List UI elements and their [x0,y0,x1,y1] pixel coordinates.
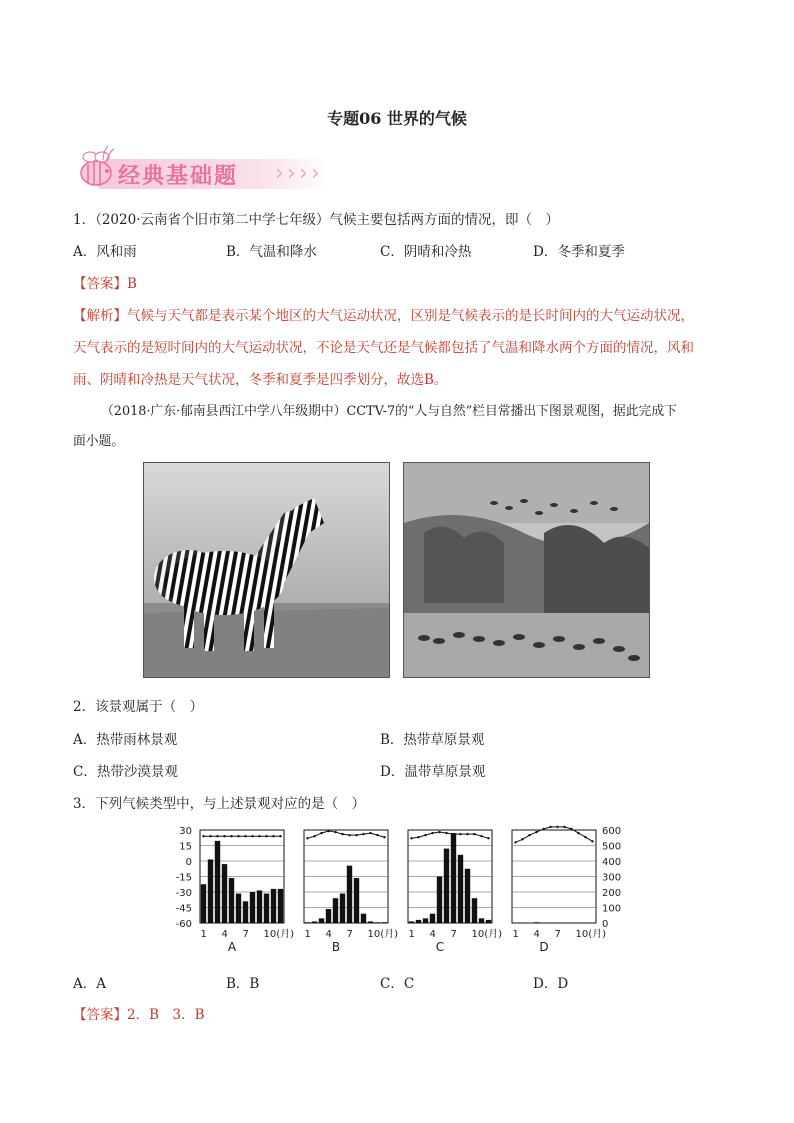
temperature-point [334,831,336,833]
temperature-point [570,828,572,830]
temperature-point [258,835,260,837]
temperature-point [265,835,267,837]
temperature-point [452,833,454,835]
temperature-point [584,836,586,838]
precipitation-bar [271,889,276,923]
x-tick-label: 10(月) [575,929,607,940]
temperature-point [431,832,433,834]
temperature-point [223,835,225,837]
temperature-point [466,833,468,835]
q1-answer [73,272,137,292]
chart-panel-label: A [227,940,237,954]
q2-option-a: A．热带雨林景观 [73,732,178,748]
precipitation-bar [444,849,449,923]
precipitation-bar [250,892,255,923]
precipitation-bar [257,890,262,923]
chart-panel-label: B [331,940,341,954]
answer-value: B [127,276,137,292]
precipitation-bar [215,841,220,923]
intro-line-1: （2018·广东·郁南县西江中学八年级期中）CCTV-7的“人与自然”栏目常播出下图景观图，据此完成下 [101,404,677,419]
chevron-right-icon: › [311,161,320,186]
precipitation-bar [208,859,213,923]
x-tick-label: 4 [533,929,540,940]
precipitation-bar [236,894,241,923]
temperature-point [549,826,551,828]
q1-option-a: A．风和雨 [73,244,137,260]
temperature-point [487,837,489,839]
bee-icon [70,143,122,195]
temperature-point [251,835,253,837]
right-axis-tick-label: 0 [602,919,609,930]
precipitation-bar [312,921,317,923]
banner-text: 经典基础题 [118,164,239,189]
temperature-point [521,838,523,840]
temperature-point [383,836,385,838]
left-axis-tick-label: -45 [175,903,192,915]
section-banner [70,143,330,195]
answer-value: 2．B 3．B [127,1007,205,1023]
page-title: 专题06 世界的气候 [327,109,467,128]
q2-option-c: C．热带沙漠景观 [73,764,178,780]
x-tick-label: 4 [429,929,436,940]
temperature-point [202,835,204,837]
x-tick-label: 1 [512,929,519,940]
temperature-point [279,835,281,837]
precipitation-bar [479,918,484,923]
precipitation-bar [465,869,470,923]
precipitation-bar [354,878,359,923]
q2-option-b: B．热带草原景观 [380,732,485,748]
x-tick-label: 10(月) [471,929,503,940]
precipitation-bar [347,866,352,923]
chart-panel-label: D [539,940,549,954]
q1-option-d: D．冬季和夏季 [533,244,625,260]
temperature-point [417,836,419,838]
temperature-point [514,841,516,843]
precipitation-bar [305,922,310,923]
question-1-stem: 1．（2020·云南省个旧市第二中学七年级）气候主要包括两方面的情况，即（ ） [73,212,559,228]
left-axis-tick-label: 0 [185,857,192,868]
precipitation-bar [534,922,539,923]
temperature-point [528,834,530,836]
analysis-label: 【解析】 [73,308,127,324]
precipitation-bar [416,920,421,923]
zebra-photo [143,462,390,678]
question-3-stem: 3．下列气候类型中，与上述景观对应的是（ ） [73,796,366,812]
q2-option-d: D．温带草原景观 [380,764,486,780]
precipitation-bar [229,878,234,923]
temperature-point [306,837,308,839]
precipitation-bar [340,894,345,923]
temperature-point [244,835,246,837]
precipitation-bar [201,884,206,923]
q3-option-b: B．B [226,976,260,992]
right-axis-tick-label: 300 [602,872,622,884]
left-axis-tick-label: 30 [179,826,192,837]
precipitation-bar [458,855,463,923]
precipitation-bar [430,914,435,923]
q1-analysis-line-3: 雨、阴晴和冷热是天气状况，冬季和夏季是四季划分，故选B。 [73,372,448,388]
temperature-point [445,832,447,834]
temperature-point [355,834,357,836]
temperature-point [438,831,440,833]
final-answer [73,1003,205,1023]
q3-option-c: C．C [380,976,415,992]
x-tick-label: 10(月) [367,929,399,940]
precipitation-bar [361,914,366,923]
precipitation-bar [278,889,283,923]
precipitation-bar [382,922,387,923]
temperature-point [348,834,350,836]
precipitation-bar [409,921,414,923]
right-axis-tick-label: 500 [602,841,622,853]
savanna-wildebeest-photo [403,462,650,678]
precipitation-bar [222,864,227,923]
temperature-point [313,835,315,837]
x-tick-label: 7 [242,929,249,940]
q1-option-c: C．阴晴和冷热 [380,244,472,260]
climate-charts [170,822,630,962]
chevron-right-icon: › [287,161,296,186]
temperature-point [535,831,537,833]
answer-label: 【答案】 [73,1007,127,1023]
temperature-point [327,830,329,832]
precipitation-bar [375,922,380,923]
right-axis-tick-label: 600 [602,826,622,837]
x-tick-label: 10(月) [263,929,295,940]
intro-line-2: 面小题。 [73,434,125,449]
temperature-point [459,833,461,835]
temperature-point [577,832,579,834]
temperature-point [320,832,322,834]
temperature-point [563,826,565,828]
chart-panel-label: C [435,940,445,954]
precipitation-bar [243,901,248,923]
temperature-point [209,835,211,837]
precipitation-bar [423,918,428,923]
precipitation-bar [333,898,338,923]
chevron-right-icon: › [275,161,284,186]
precipitation-bar [486,920,491,923]
right-axis-tick-label: 100 [602,903,622,915]
temperature-point [424,834,426,836]
x-tick-label: 1 [408,929,415,940]
temperature-point [376,834,378,836]
q1-analysis-line-2: 天气表示的是短时间内的大气运动状况，不论是天气还是气候都包括了气温和降水两个方面的情况，风和 [73,340,694,356]
temperature-point [542,828,544,830]
left-axis-tick-label: -30 [175,888,192,899]
left-axis-tick-label: 15 [179,841,192,853]
chevron-right-icon: › [299,161,308,186]
temperature-point [591,840,593,842]
temperature-point [362,833,364,835]
precipitation-bar [472,898,477,923]
temperature-point [556,826,558,828]
answer-label: 【答案】 [73,276,127,292]
q3-option-d: D．D [533,976,569,992]
x-tick-label: 7 [450,929,457,940]
precipitation-bar [368,921,373,923]
q1-analysis-line-1: 【解析】气候与天气都是表示某个地区的大气运动状况，区别是气候表示的是长时间内的大气运动状况， [73,308,694,324]
temperature-point [369,832,371,834]
right-axis-tick-label: 200 [602,888,622,899]
precipitation-bar [326,909,331,923]
right-axis-tick-label: 400 [602,857,622,868]
q1-option-b: B．气温和降水 [226,244,317,260]
temperature-point [230,835,232,837]
x-tick-label: 1 [304,929,311,940]
temperature-point [341,833,343,835]
q3-option-a: A．A [73,976,106,992]
x-tick-label: 4 [325,929,332,940]
question-2-stem: 2．该景观属于（ ） [73,699,204,715]
temperature-point [410,837,412,839]
x-tick-label: 1 [200,929,207,940]
temperature-point [216,835,218,837]
temperature-point [237,835,239,837]
x-tick-label: 7 [346,929,353,940]
temperature-point [480,835,482,837]
precipitation-bar [264,894,269,923]
temperature-point [473,833,475,835]
temperature-point [272,835,274,837]
precipitation-bar [451,833,456,923]
x-tick-label: 7 [554,929,561,940]
x-tick-label: 4 [221,929,228,940]
left-axis-tick-label: -15 [175,872,192,884]
precipitation-bar [319,918,324,923]
precipitation-bar [437,877,442,924]
left-axis-tick-label: -60 [175,919,192,930]
